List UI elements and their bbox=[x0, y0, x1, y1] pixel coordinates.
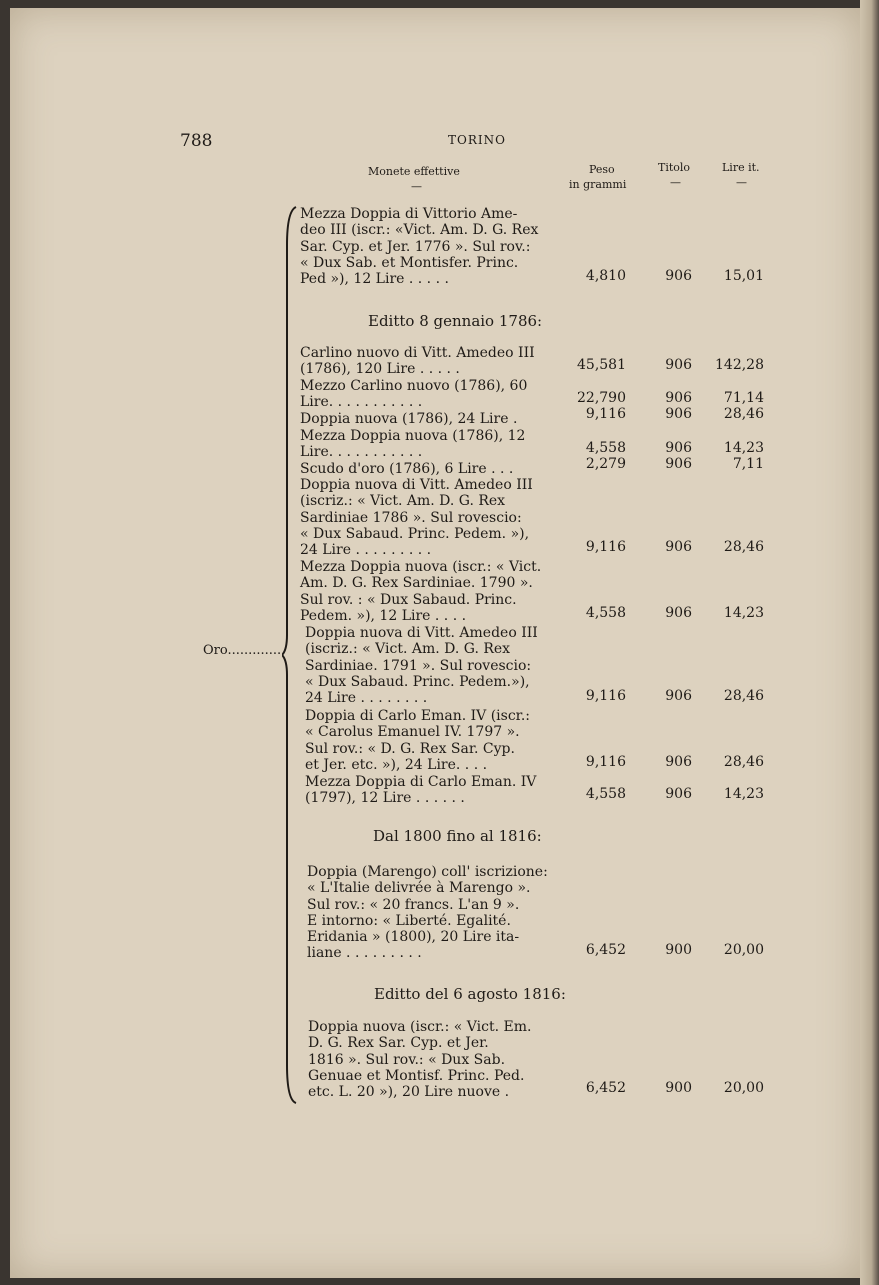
titolo-value: 906 bbox=[665, 605, 692, 621]
entry-text: Scudo d'oro (1786), 6 Lire . . . bbox=[300, 461, 514, 477]
col-header-monete: Monete effettive bbox=[368, 165, 460, 178]
peso-value: 9,116 bbox=[585, 688, 626, 704]
lire-value: 71,14 bbox=[723, 390, 764, 406]
titolo-value: 906 bbox=[665, 357, 692, 373]
brace bbox=[282, 205, 300, 1105]
lire-value: 14,23 bbox=[723, 440, 764, 456]
titolo-value: 900 bbox=[665, 942, 692, 958]
entry-text: Doppia nuova di Vitt. Amedeo III (iscriz.: « Vict. Am. D. G. Rex Sardiniae 1786 ». Sul rovescio: « Dux Sabaud. Princ. Pedem. »), 24 Lire . . . . . . . . . bbox=[300, 477, 533, 559]
entry-text: Mezza Doppia nuova (iscr.: « Vict. Am. D. G. Rex Sardiniae. 1790 ». Sul rov. : « Dux Sabaud. Princ. Pedem. »), 12 Lire . . . . bbox=[300, 559, 542, 624]
entry-text: Doppia nuova di Vitt. Amedeo III (iscriz.: « Vict. Am. D. G. Rex Sardiniae. 1791 ». Sul rovescio: « Dux Sabaud. Princ. Pedem.»), 24 Lire . . . . . . . . bbox=[305, 625, 538, 707]
peso-value: 45,581 bbox=[577, 357, 626, 373]
running-head: TORINO bbox=[448, 133, 506, 147]
titolo-value: 906 bbox=[665, 754, 692, 770]
lire-value: 20,00 bbox=[723, 1080, 764, 1096]
page-edge bbox=[860, 0, 879, 1285]
entry-text: Doppia di Carlo Eman. IV (iscr.: « Carolus Emanuel IV. 1797 ». Sul rov.: « D. G. Rex Sar. Cyp. et Jer. etc. »), 24 Lire. . . . bbox=[305, 708, 530, 773]
titolo-value: 900 bbox=[665, 1080, 692, 1096]
lire-value: 28,46 bbox=[723, 406, 764, 422]
lire-value: 20,00 bbox=[723, 942, 764, 958]
section-heading: Editto del 6 agosto 1816: bbox=[374, 985, 566, 1003]
titolo-value: 906 bbox=[665, 390, 692, 406]
titolo-value: 906 bbox=[665, 406, 692, 422]
peso-value: 6,452 bbox=[585, 1080, 626, 1096]
entry-text: Doppia nuova (1786), 24 Lire . bbox=[300, 411, 518, 427]
page-number: 788 bbox=[180, 131, 213, 151]
titolo-value: 906 bbox=[665, 268, 692, 284]
entry-text: Mezza Doppia di Carlo Eman. IV (1797), 12 Lire . . . . . . bbox=[305, 774, 537, 807]
lire-value: 14,23 bbox=[723, 786, 764, 802]
titolo-value: 906 bbox=[665, 456, 692, 472]
entry-text: Doppia (Marengo) coll' iscrizione: « L'Italie delivrée à Marengo ». Sul rov.: « 20 francs. L'an 9 ». E intorno: « Liberté. Egalité. Eridania » (1800), 20 Lire ita- liane . . . . . . . . . bbox=[307, 864, 548, 962]
col-header-lire: Lire it. bbox=[722, 161, 760, 174]
col-dash: — bbox=[411, 180, 422, 193]
col-header-titolo: Titolo bbox=[658, 161, 691, 174]
lire-value: 28,46 bbox=[723, 688, 764, 704]
peso-value: 2,279 bbox=[585, 456, 626, 472]
peso-value: 4,558 bbox=[585, 605, 626, 621]
peso-value: 9,116 bbox=[585, 754, 626, 770]
metal-label: Oro............. bbox=[203, 643, 282, 658]
peso-value: 9,116 bbox=[585, 406, 626, 422]
lire-value: 15,01 bbox=[723, 268, 764, 284]
peso-value: 4,810 bbox=[585, 268, 626, 284]
titolo-value: 906 bbox=[665, 539, 692, 555]
section-heading: Dal 1800 fino al 1816: bbox=[373, 827, 542, 845]
lire-value: 28,46 bbox=[723, 539, 764, 555]
peso-value: 4,558 bbox=[585, 786, 626, 802]
entry-text: Mezza Doppia di Vittorio Ame- deo III (iscr.: «Vict. Am. D. G. Rex Sar. Cyp. et Jer. 1776 ». Sul rov.: « Dux Sab. et Montisfer. Princ. Ped »), 12 Lire . . . . . bbox=[300, 206, 539, 288]
lire-value: 7,11 bbox=[732, 456, 764, 472]
titolo-value: 906 bbox=[665, 440, 692, 456]
col-header-peso: Peso bbox=[589, 163, 615, 176]
col-dash: — bbox=[670, 176, 681, 189]
col-dash: — bbox=[736, 176, 747, 189]
peso-value: 6,452 bbox=[585, 942, 626, 958]
entry-text: Carlino nuovo di Vitt. Amedeo III (1786), 120 Lire . . . . . bbox=[300, 345, 535, 378]
entry-text: Doppia nuova (iscr.: « Vict. Em. D. G. Rex Sar. Cyp. et Jer. 1816 ». Sul rov.: « Dux Sab. Genuae et Montisf. Princ. Ped. etc. L. 20 »), 20 Lire nuove . bbox=[308, 1019, 532, 1101]
peso-value: 22,790 bbox=[577, 390, 626, 406]
lire-value: 142,28 bbox=[715, 357, 764, 373]
titolo-value: 906 bbox=[665, 688, 692, 704]
peso-value: 4,558 bbox=[585, 440, 626, 456]
lire-value: 14,23 bbox=[723, 605, 764, 621]
entry-text: Mezza Doppia nuova (1786), 12 Lire. . . . . . . . . . . bbox=[300, 428, 526, 461]
col-header-peso-sub: in grammi bbox=[569, 178, 627, 191]
titolo-value: 906 bbox=[665, 786, 692, 802]
entry-text: Mezzo Carlino nuovo (1786), 60 Lire. . . . . . . . . . . bbox=[300, 378, 528, 411]
section-heading: Editto 8 gennaio 1786: bbox=[368, 312, 543, 330]
peso-value: 9,116 bbox=[585, 539, 626, 555]
lire-value: 28,46 bbox=[723, 754, 764, 770]
